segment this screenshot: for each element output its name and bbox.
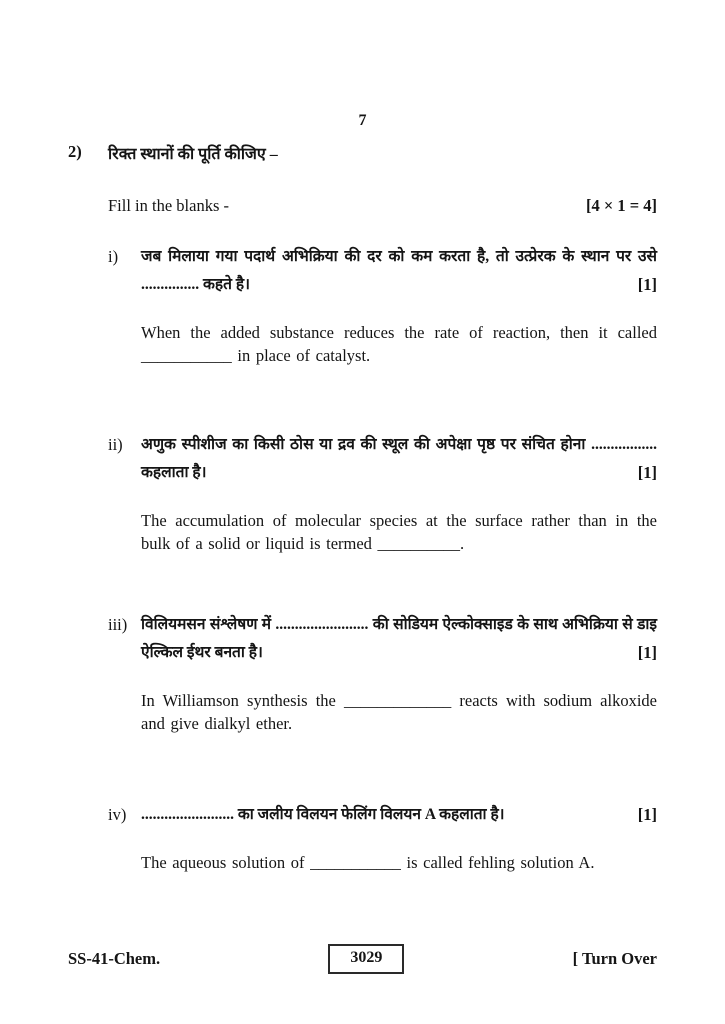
page-number: 7 [358, 112, 367, 129]
question-header [68, 142, 657, 168]
booklet-code-box: 3029 [328, 944, 404, 974]
question-number: 2) [68, 142, 82, 161]
item-english-text: In Williamson synthesis the _____________ reacts with sodium alkoxide and give dialkyl ether. [141, 691, 657, 733]
item-marks: [1] [637, 463, 657, 482]
item-hindi-text: जब मिलाया गया पदार्थ अभिक्रिया की दर को कम करता है, तो उत्प्रेरक के स्थान पर उसे ............... कहते है। [1] [141, 243, 657, 299]
item-marks: [1] [637, 643, 657, 662]
question-item-iv [108, 801, 657, 874]
turn-over-label: [ Turn Over [572, 949, 657, 968]
question-subheader [108, 194, 657, 217]
item-number: iii) [108, 615, 128, 634]
paper-code: SS-41-Chem. [68, 949, 161, 968]
question-item-ii [108, 431, 657, 555]
page-content [68, 142, 657, 874]
page-footer [68, 944, 657, 974]
item-hindi-text: ........................ का जलीय विलयन फेलिंग विलयन A कहलाता है। [1] [141, 801, 657, 829]
question-heading-hindi: रिक्त स्थानों की पूर्ति कीजिए – [108, 146, 278, 163]
item-number: iv) [108, 805, 127, 824]
question-heading-english: Fill in the blanks - [108, 196, 229, 215]
question-item-i [108, 243, 657, 367]
item-marks: [1] [637, 275, 657, 294]
question-items [108, 243, 657, 874]
item-english-text: The aqueous solution of ___________ is called fehling solution A. [141, 853, 595, 872]
item-marks: [1] [637, 805, 657, 824]
total-marks: [4 × 1 = 4] [585, 196, 657, 215]
item-english-text: When the added substance reduces the rate of reaction, then it called ___________ in place of catalyst. [141, 323, 657, 365]
item-hindi-text: अणुक स्पीशीज का किसी ठोस या द्रव की स्थूल की अपेक्षा पृष्ठ पर संचित होना ................. कहलाता है। [1] [141, 431, 657, 487]
item-hindi-text: विलियमसन संश्लेषण में ........................ की सोडियम ऐल्कोक्साइड के साथ अभिक्रिया से डाइ ऐल्किल ईथर बनता है। [1] [141, 611, 657, 667]
item-number: ii) [108, 435, 123, 454]
item-number: i) [108, 247, 119, 266]
item-english-text: The accumulation of molecular species at the surface rather than in the bulk of a solid or liquid is termed __________. [141, 511, 657, 553]
question-item-iii [108, 611, 657, 735]
